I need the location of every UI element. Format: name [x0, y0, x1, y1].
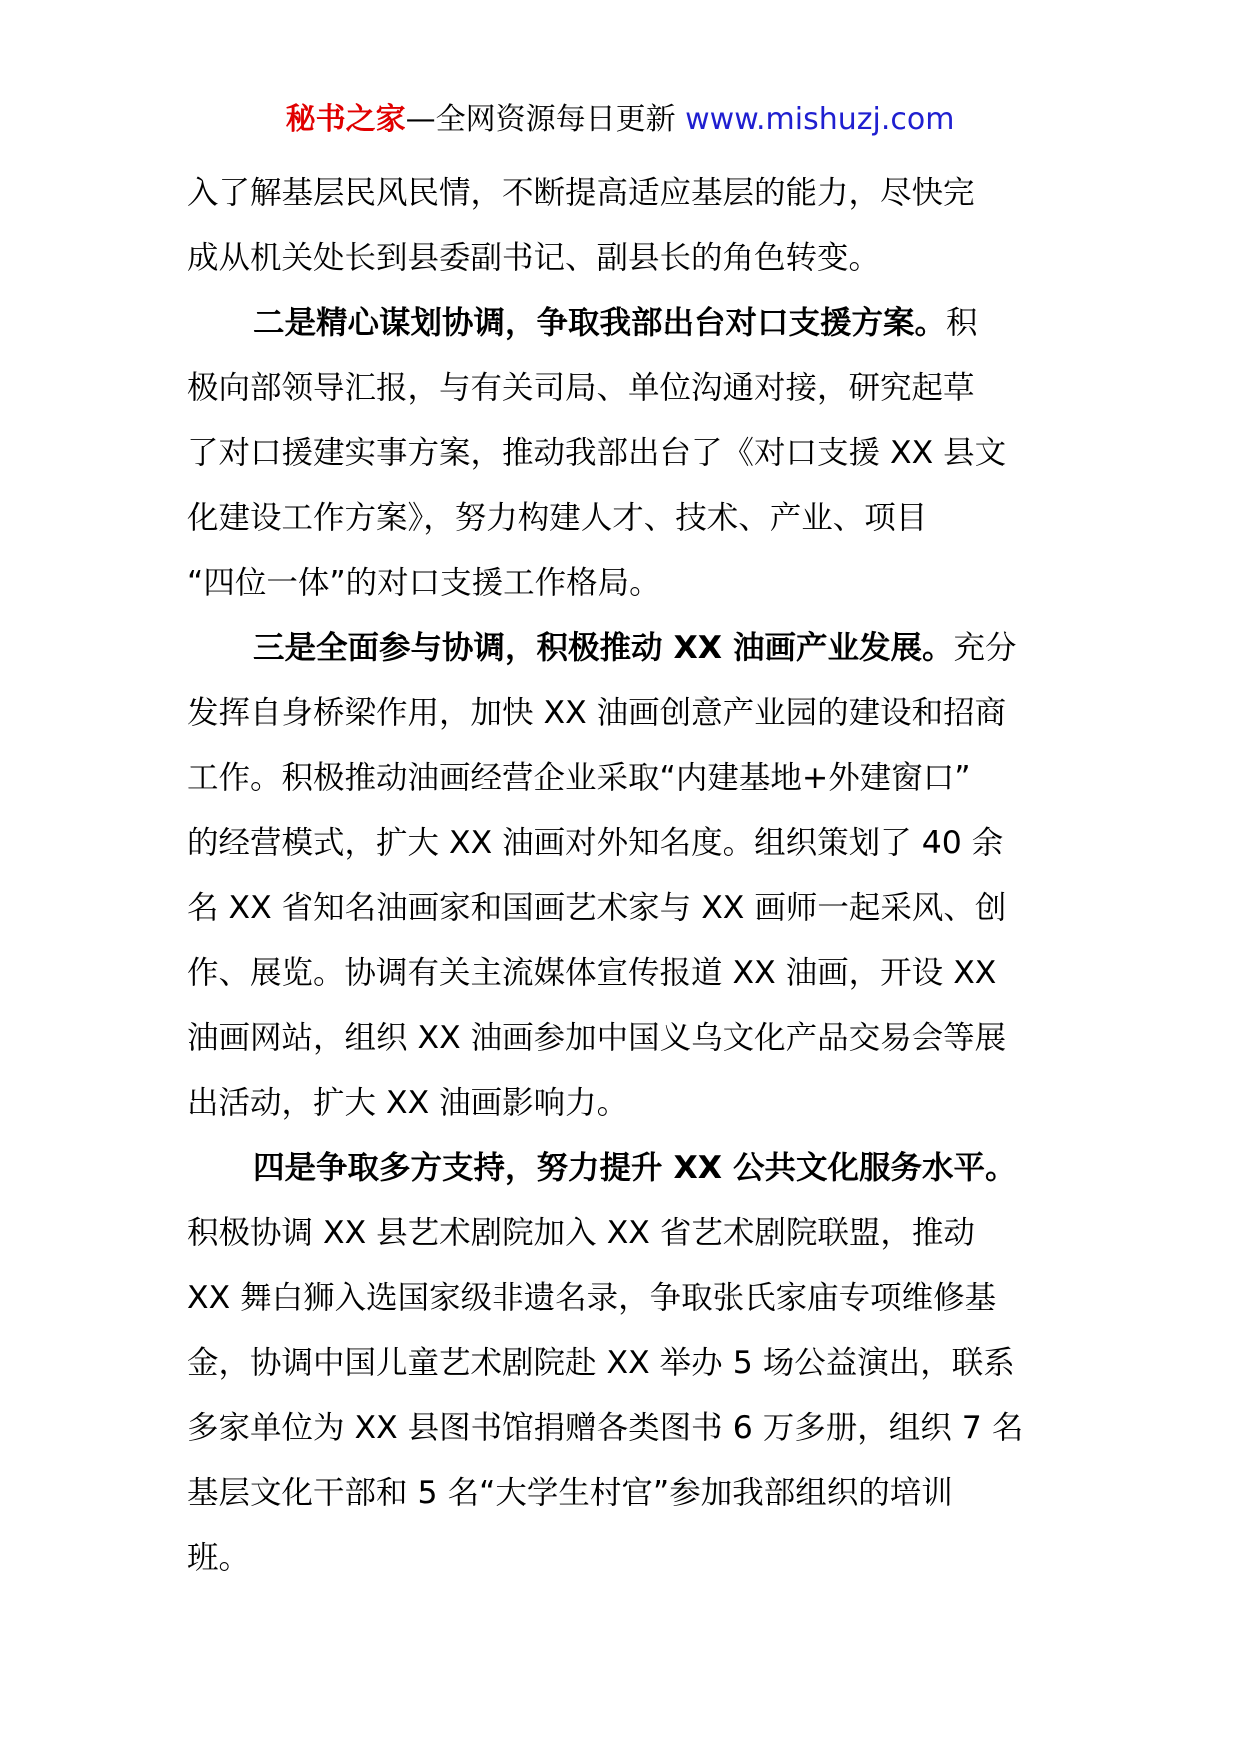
- paragraph-heading-line: 二是精心谋划协调，争取我部出台对口支援方案。积: [253, 305, 978, 341]
- text-line: 出活动，扩大 XX 油画影响力。: [187, 1085, 629, 1121]
- text-line: 了对口援建实事方案，推动我部出台了《对口支援 XX 县文: [187, 435, 1007, 471]
- text-line: 班。: [187, 1540, 251, 1576]
- text-line: 基层文化干部和 5 名“大学生村官”参加我部组织的培训: [187, 1475, 953, 1511]
- text-line: 金，协调中国儿童艺术剧院赴 XX 举办 5 场公益演出，联系: [187, 1345, 1015, 1381]
- text-line: 化建设工作方案》，努力构建人才、技术、产业、项目: [187, 500, 928, 536]
- paragraph-heading-line: [187, 1136, 1067, 1201]
- text-line: XX 舞白狮入选国家级非遗名录，争取张氏家庙专项维修基: [187, 1280, 997, 1316]
- text-line: 发挥自身桥梁作用，加快 XX 油画创意产业园的建设和招商: [187, 695, 1007, 731]
- paragraph-heading: 四是争取多方支持，努力提升 XX 公共文化服务水平。: [253, 1150, 1017, 1186]
- site-header: [0, 100, 1240, 140]
- paragraph-heading: 三是全面参与协调，积极推动 XX 油画产业发展。: [253, 630, 954, 666]
- paragraph-heading-line: 三是全面参与协调，积极推动 XX 油画产业发展。充分: [253, 630, 1017, 666]
- text-line: 积极协调 XX 县艺术剧院加入 XX 省艺术剧院联盟，推动: [187, 1215, 975, 1251]
- text-line: 工作。积极推动油画经营企业采取“内建基地+外建窗口”: [187, 760, 971, 796]
- site-url-link[interactable]: www.mishuzj.com: [685, 102, 955, 137]
- text-line: “四位一体”的对口支援工作格局。: [187, 565, 661, 601]
- text-line: 成从机关处长到县委副书记、副县长的角色转变。: [187, 240, 881, 276]
- text-line: 油画网站，组织 XX 油画参加中国义乌文化产品交易会等展: [187, 1020, 1007, 1056]
- text-line: 作、展览。协调有关主流媒体宣传报道 XX 油画，开设 XX: [187, 955, 997, 991]
- text-line: 极向部领导汇报，与有关司局、单位沟通对接，研究起草: [187, 370, 975, 406]
- text-line: 入了解基层民风民情，不断提高适应基层的能力，尽快完: [187, 175, 975, 211]
- site-tagline: —全网资源每日更新: [405, 102, 676, 137]
- site-brand: 秘书之家: [285, 102, 406, 137]
- document-body: [187, 161, 1067, 1591]
- text-line: 名 XX 省知名油画家和国画艺术家与 XX 画师一起采风、创: [187, 890, 1007, 926]
- text-line: 的经营模式，扩大 XX 油画对外知名度。组织策划了 40 余: [187, 825, 1004, 861]
- text-line: 多家单位为 XX 县图书馆捐赠各类图书 6 万多册，组织 7 名: [187, 1410, 1024, 1446]
- paragraph-heading: 二是精心谋划协调，争取我部出台对口支援方案。: [253, 305, 947, 341]
